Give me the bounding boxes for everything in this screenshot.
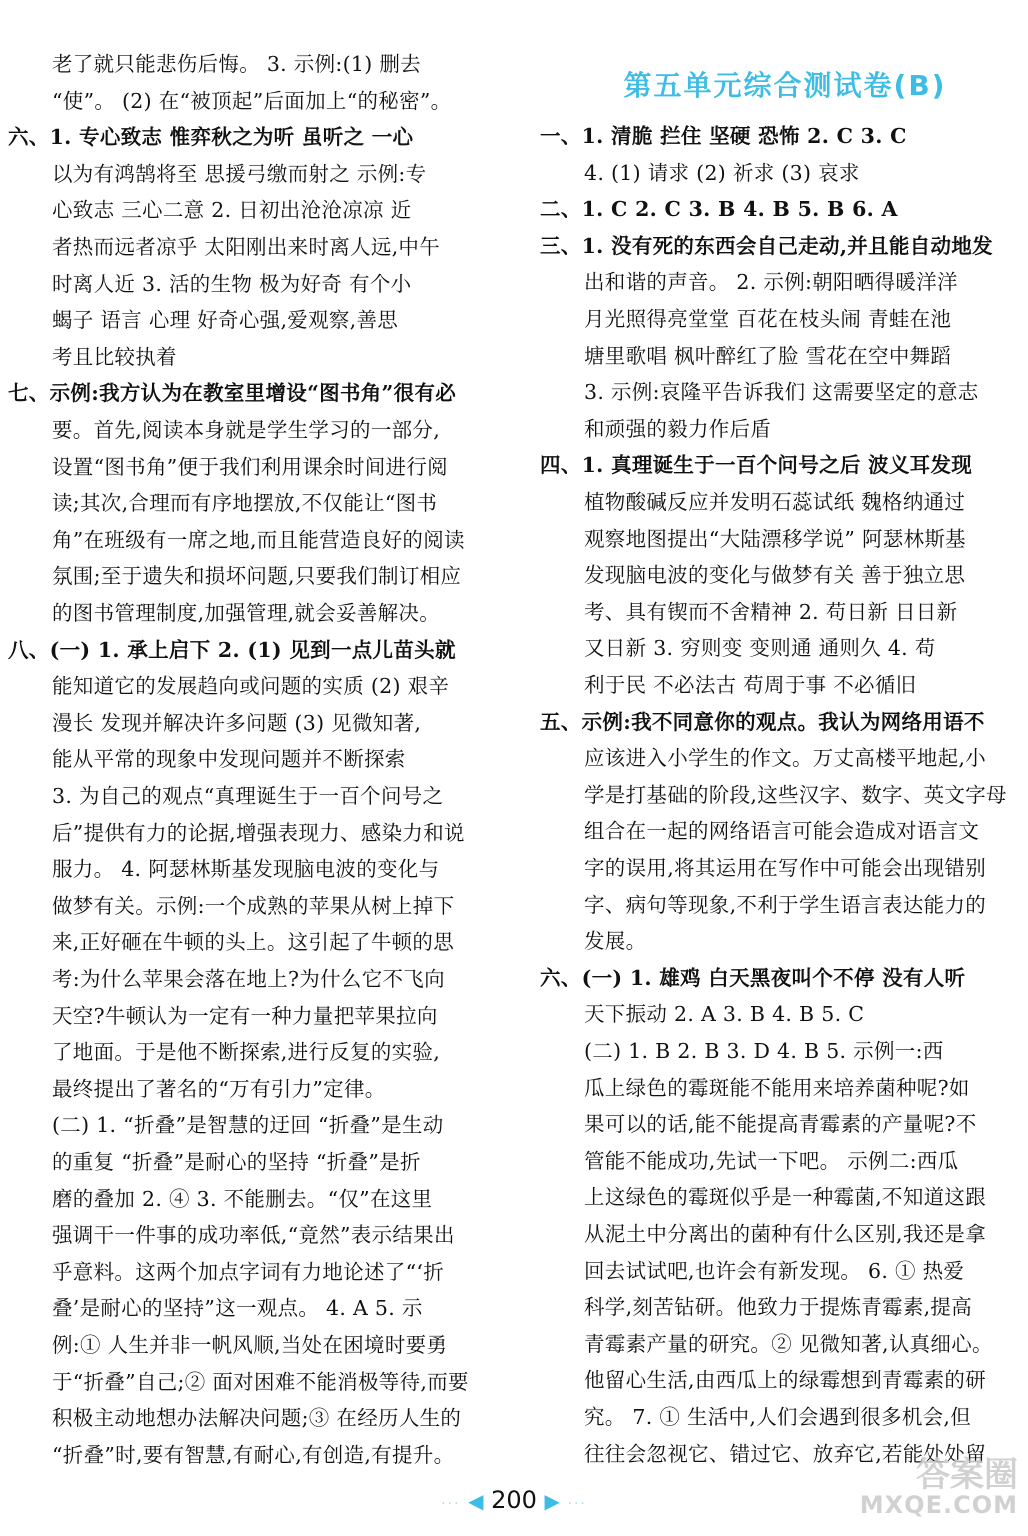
footer-dots-right: ··· — [567, 1496, 587, 1512]
text-line: 的图书管理制度,加强管理,就会妥善解决。 — [52, 601, 441, 625]
text-line: 六、(一) 1. 雄鸡 白天黑夜叫个不停 没有人听 — [540, 965, 966, 990]
text-line: 出和谐的声音。 2. 示例:朝阳晒得暖洋洋 — [584, 270, 958, 295]
text-line: 最终提出了著名的“万有引力”定律。 — [52, 1076, 386, 1101]
text-line: 设置“图书角”便于我们利用课余时间进行阅 — [52, 454, 448, 479]
text-line: 要。首先,阅读本身就是学生学习的一部分, — [52, 418, 441, 442]
text-line: “折叠”时,要有智慧,有耐心,有创造,有提升。 — [52, 1442, 455, 1467]
text-line: 他留心生活,由西瓜上的绿霉想到青霉素的研 — [584, 1368, 987, 1393]
text-line: 六、1. 专心致志 惟弈秋之为听 虽听之 一心 — [8, 125, 414, 150]
page-number: 200 — [491, 1486, 537, 1514]
text-line: 和顽强的毅力作后盾 — [584, 416, 772, 441]
text-line: (二) 1. “折叠”是智慧的迂回 “折叠”是生动 — [52, 1113, 444, 1138]
text-line: 青霉素产量的研究。② 见微知著,认真细心。 — [584, 1331, 993, 1356]
text-line: 五、示例:我不同意你的观点。我认为网络用语不 — [540, 709, 985, 734]
text-line: 做梦有关。示例:一个成熟的苹果从树上掉下 — [52, 893, 455, 918]
text-line: 天下振动 2. A 3. B 4. B 5. C — [584, 1002, 865, 1027]
text-line: 塘里歌唱 枫叶醉红了脸 雪花在空中舞蹈 — [584, 343, 952, 368]
text-line: 读;其次,合理而有序地摆放,不仅能让“图书 — [52, 491, 438, 516]
text-line: 果可以的话,能不能提高青霉素的产量呢?不 — [584, 1112, 977, 1137]
text-line: 瓜上绿色的霉斑能不能用来培养菌种呢?如 — [584, 1075, 970, 1100]
text-line: 了地面。于是他不断探索,进行反复的实验, — [52, 1040, 441, 1065]
text-line: 管能不能成功,先试一下吧。 示例二:西瓜 — [584, 1148, 959, 1173]
text-line: 角”在班级有一席之地,而且能营造良好的阅读 — [52, 527, 465, 552]
text-line: 积极主动地想办法解决问题;③ 在经历人生的 — [52, 1406, 462, 1431]
text-line: 者热而远者凉乎 太阳刚出来时离人远,中午 — [52, 235, 441, 259]
text-line: 以为有鸿鹄将至 思援弓缴而射之 示例:专 — [52, 161, 427, 186]
text-line: 例:① 人生并非一帆风顺,当处在困境时要勇 — [52, 1333, 448, 1357]
text-line: 发展。 — [584, 929, 647, 954]
text-line: 后”提供有力的论据,增强表现力、感染力和说 — [52, 820, 465, 845]
text-line: 老了就只能悲伤后悔。 3. 示例:(1) 删去 — [52, 52, 421, 76]
text-line: 天空?牛顿认为一定有一种力量把苹果拉向 — [52, 1003, 438, 1028]
watermark — [859, 1455, 1018, 1519]
text-line: 考且比较执着 — [52, 344, 177, 369]
text-line: 月光照得亮堂堂 百花在枝头闹 青蛙在池 — [584, 307, 952, 331]
text-line: 二、1. C 2. C 3. B 4. B 5. B 6. A — [540, 197, 898, 222]
text-line: 叠’是耐心的坚持”这一观点。 4. A 5. 示 — [52, 1296, 423, 1321]
left-arrow-icon: ◀ — [468, 1489, 484, 1513]
section-title: 第五单元综合测试卷(B) — [623, 69, 947, 102]
text-line: 的重复 “折叠”是耐心的坚持 “折叠”是折 — [52, 1150, 421, 1174]
text-line: 又日新 3. 穷则变 变则通 通则久 4. 苟 — [584, 636, 936, 661]
watermark-bottom: MXQE.COM — [859, 1491, 1018, 1519]
text-line: 回去试试吧,也许会有新发现。 6. ① 热爱 — [584, 1258, 965, 1283]
right-arrow-icon: ▶ — [544, 1489, 560, 1513]
text-line: 学是打基础的阶段,这些汉字、数字、英文字母 — [584, 782, 1007, 807]
text-line: 三、1. 没有死的东西会自己走动,并且能自动地发 — [540, 233, 993, 258]
text-line: 心致志 三心二意 2. 日初出沧沧凉凉 近 — [52, 198, 412, 223]
text-line: 3. 示例:哀隆平告诉我们 这需要坚定的意志 — [584, 380, 979, 405]
text-line: 上这绿色的霉斑似乎是一种霉菌,不知道这跟 — [584, 1185, 987, 1210]
text-line: 氛围;至于遗失和损坏问题,只要我们制订相应 — [52, 564, 462, 589]
text-line: 七、示例:我方认为在教室里增设“图书角”很有必 — [8, 381, 457, 406]
text-line: (二) 1. B 2. B 3. D 4. B 5. 示例一:西 — [584, 1039, 944, 1063]
text-line: 乎意料。这两个加点字词有力地论述了“‘折 — [52, 1259, 444, 1284]
text-line: 漫长 发现并解决许多问题 (3) 见微知著, — [52, 710, 422, 735]
text-line: 考:为什么苹果会落在地上?为什么它不飞向 — [52, 967, 445, 991]
text-line: 字、病句等现象,不利于学生语言表达能力的 — [584, 892, 987, 917]
text-line: 强调干一件事的成功率低,“竟然”表示结果出 — [52, 1223, 455, 1248]
text-line: 究。 7. ① 生活中,人们会遇到很多机会,但 — [584, 1405, 972, 1429]
text-line: 利于民 不必法古 苟周于事 不必循旧 — [584, 673, 917, 697]
text-line: 字的误用,将其运用在写作中可能会出现错别 — [584, 856, 987, 880]
text-line: 应该进入小学生的作文。万丈高楼平地起,小 — [584, 746, 987, 771]
text-line: 八、(一) 1. 承上启下 2. (1) 见到一点儿苗头就 — [8, 637, 456, 662]
text-line: 3. 为自己的观点“真理诞生于一百个问号之 — [52, 784, 444, 808]
text-line: 能知道它的发展趋向或问题的实质 (2) 艰辛 — [52, 674, 450, 699]
text-line: 一、1. 清脆 拦住 坚硬 恐怖 2. C 3. C — [540, 124, 907, 148]
text-line: 组合在一起的网络语言可能会造成对语言文 — [584, 819, 980, 844]
text-line: 发现脑电波的变化与做梦有关 善于独立思 — [584, 563, 966, 588]
text-line: 时离人近 3. 活的生物 极为好奇 有个小 — [52, 271, 412, 296]
text-line: 植物酸碱反应并发明石蕊试纸 魏格纳通过 — [584, 490, 966, 514]
text-line: 服力。 4. 阿瑟林斯基发现脑电波的变化与 — [52, 857, 440, 882]
text-line: 观察地图提出“大陆漂移学说” 阿瑟林斯基 — [584, 526, 966, 551]
text-line: 磨的叠加 2. ④ 3. 不能删去。“仅”在这里 — [52, 1186, 433, 1211]
text-line: 来,正好砸在牛顿的头上。这引起了牛顿的思 — [52, 930, 455, 955]
text-line: 考、具有锲而不舍精神 2. 苟日新 日日新 — [584, 599, 958, 624]
watermark-top: 答案圈 — [916, 1455, 1018, 1495]
footer-dots-left: ··· — [441, 1496, 461, 1512]
text-line: 能从平常的现象中发现问题并不断探索 — [52, 747, 406, 772]
text-line: “使”。 (2) 在“被顶起”后面加上“的秘密”。 — [52, 88, 452, 113]
text-line: 从泥土中分离出的菌种有什么区别,我还是拿 — [584, 1222, 987, 1246]
text-line: 于“折叠”自己;② 面对困难不能消极等待,而要 — [52, 1369, 469, 1394]
text-line: 4. (1) 请求 (2) 祈求 (3) 哀求 — [584, 160, 860, 185]
text-line: 四、1. 真理诞生于一百个问号之后 波义耳发现 — [540, 453, 973, 478]
text-line: 蝎子 语言 心理 好奇心强,爱观察,善思 — [52, 308, 399, 333]
text-line: 科学,刻苦钻研。他致力于提炼青霉素,提高 — [584, 1295, 973, 1320]
text-line: 往往会忽视它、错过它、放弃它,若能处处留 — [584, 1441, 987, 1466]
